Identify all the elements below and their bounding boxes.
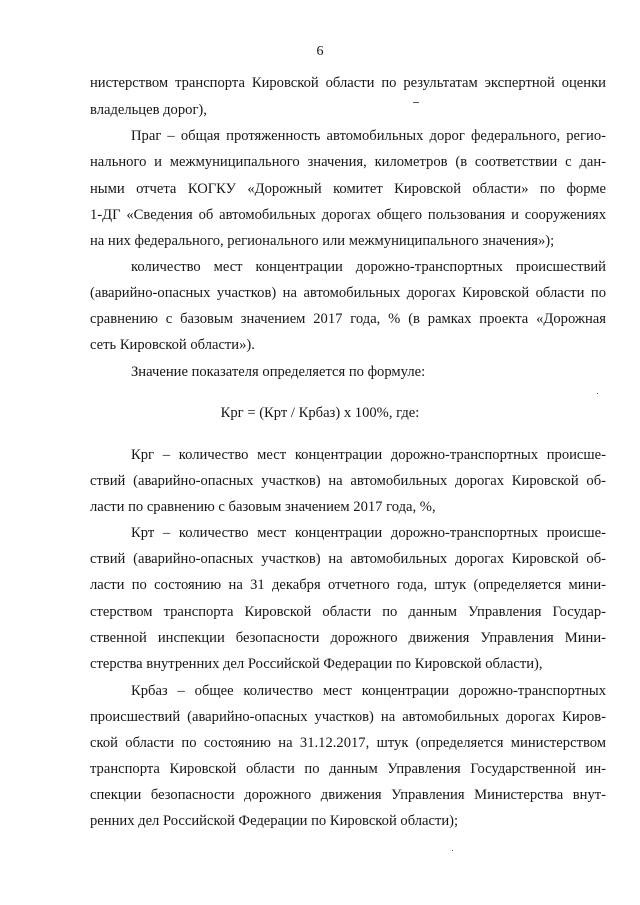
text-line: стерством транспорта Кировской области по данным Управления Государ- <box>90 604 606 620</box>
formula: Крг = (Крт / Крбаз) х 100%, где: <box>220 405 420 421</box>
text-line: (аварийно-опасных участков) на автомобильных дорогах Кировской области по <box>90 285 606 301</box>
text-line: Крбаз – общее количество мест концентрации дорожно-транспортных <box>131 683 606 699</box>
text-line: сравнению с базовым значением 2017 года, % (в рамках проекта «Дорожная <box>90 311 606 327</box>
text-line: владельцев дорог), <box>90 102 207 118</box>
text-line: стерства внутренних дел Российской Федерации по Кировской области), <box>90 656 543 672</box>
text-line: нистерством транспорта Кировской области по результатам экспертной оценки <box>90 75 606 91</box>
text-line: ренних дел Российской Федерации по Кировской области); <box>90 813 459 829</box>
text-line: ласти по состоянию на 31 декабря отчетного года, штук (определяется мини- <box>90 577 606 593</box>
text-line: Значение показателя определяется по формуле: <box>131 364 426 380</box>
text-line: транспорта Кировской области по данным Управления Государственной ин- <box>90 761 606 777</box>
text-line: на них федерального, регионального или межмуниципального значения»); <box>90 233 555 249</box>
text-line: Крг – количество мест концентрации дорожно-транспортных происше- <box>131 447 606 463</box>
text-line: Крт – количество мест концентрации дорожно-транспортных происше- <box>131 525 606 541</box>
page-number: 6 <box>316 44 324 59</box>
text-line: ской области по состоянию на 31.12.2017, штук (определяется министерством <box>90 735 606 751</box>
text-line: Праг – общая протяженность автомобильных дорог федерального, регио- <box>131 128 606 144</box>
text-line: количество мест концентрации дорожно-транспортных происшествий <box>131 259 606 275</box>
text-line: ствий (аварийно-опасных участков) на автомобильных дорогах Кировской об- <box>90 473 606 489</box>
text-line: 1-ДГ «Сведения об автомобильных дорогах общего пользования и сооружениях <box>90 207 606 223</box>
text-line: спекции безопасности дорожного движения Управления Министерства внут- <box>90 787 606 803</box>
text-line: сеть Кировской области»). <box>90 337 255 353</box>
scan-speck <box>597 393 598 394</box>
text-line: нального и межмуниципального значения, километров (в соответствии с дан- <box>90 154 606 170</box>
text-line: ными отчета КОГКУ «Дорожный комитет Кировской области» по форме <box>90 181 606 197</box>
text-line: ствий (аварийно-опасных участков) на автомобильных дорогах Кировской об- <box>90 551 606 567</box>
text-line: происшествий (аварийно-опасных участков) на автомобильных дорогах Киров- <box>90 709 606 725</box>
scan-speck <box>413 102 419 103</box>
text-line: ласти по сравнению с базовым значением 2017 года, %, <box>90 499 436 515</box>
scan-speck <box>452 850 453 851</box>
text-line: ственной инспекции безопасности дорожного движения Управления Мини- <box>90 630 606 646</box>
